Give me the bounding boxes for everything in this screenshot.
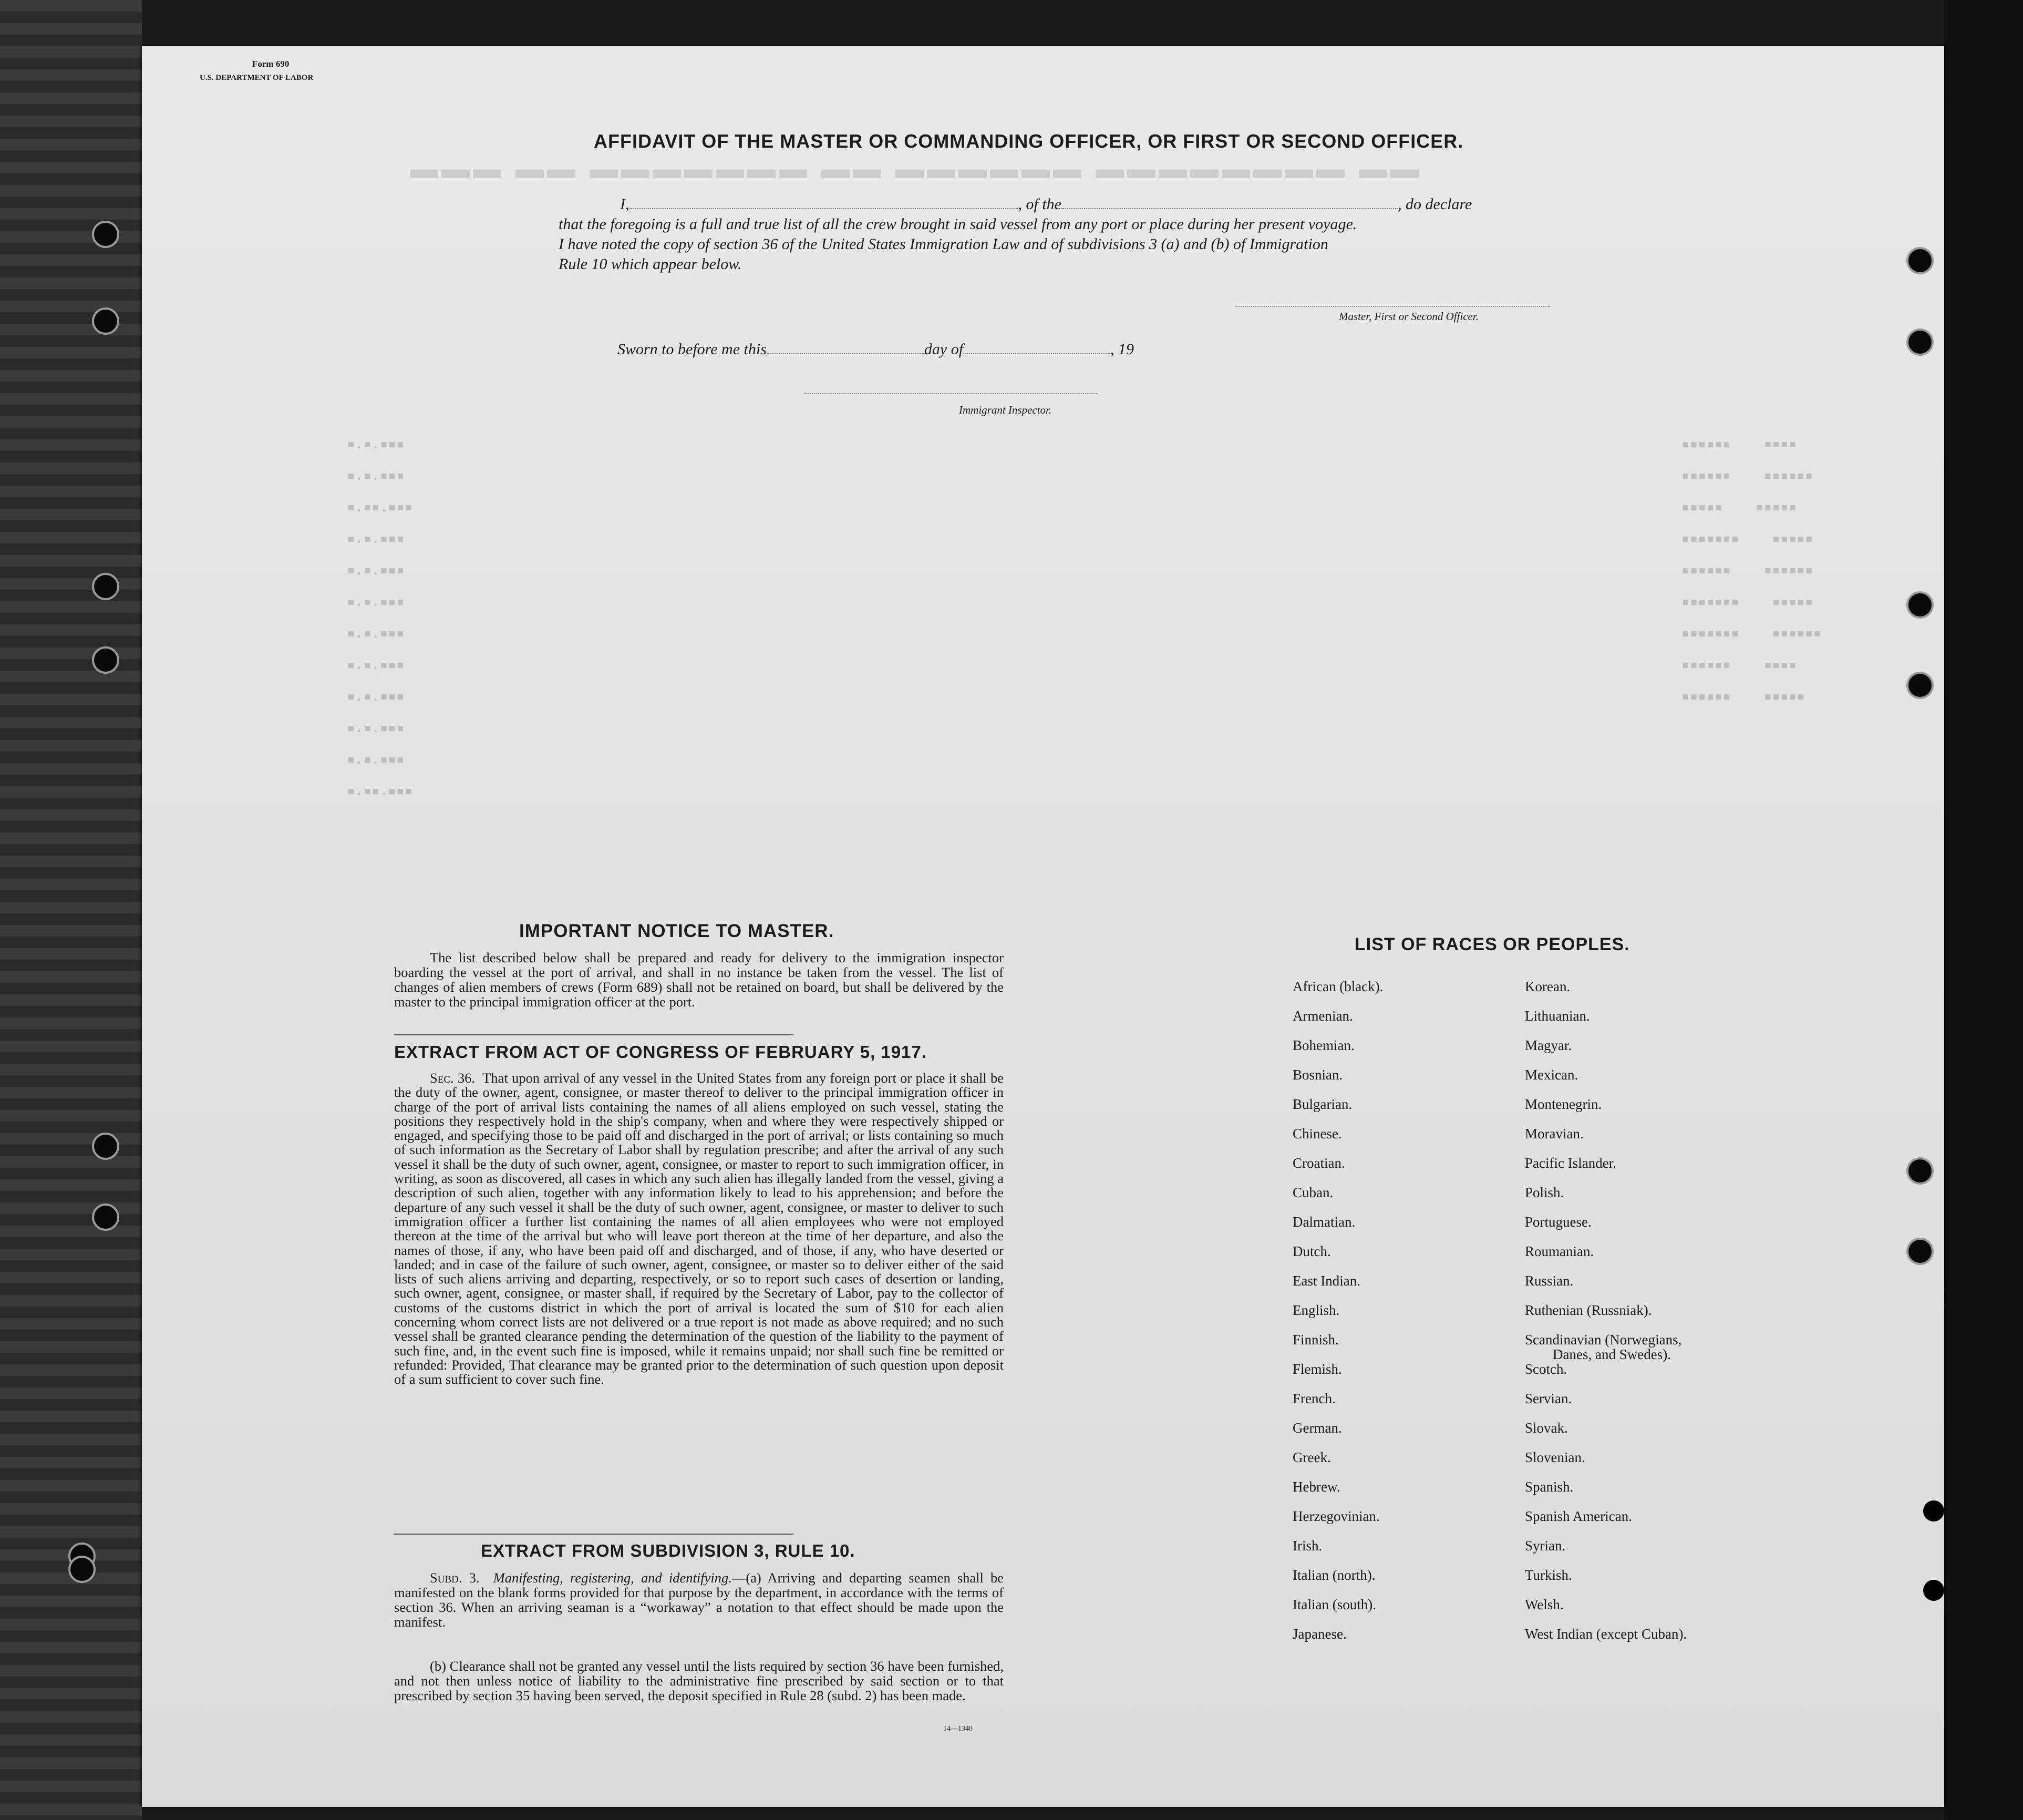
race-item: French. — [1293, 1391, 1336, 1406]
race-item: Servian. — [1525, 1391, 1572, 1406]
binder-hole — [92, 221, 119, 248]
race-item: Irish. — [1293, 1538, 1323, 1554]
race-item: Dutch. — [1293, 1243, 1331, 1259]
race-item: Croatian. — [1293, 1155, 1345, 1171]
race-item: Finnish. — [1293, 1332, 1339, 1348]
sworn-month-blank[interactable] — [963, 353, 1110, 354]
document-sheet — [142, 46, 1944, 1807]
footer-print-code: 14—1340 — [943, 1725, 973, 1733]
race-item: Montenegrin. — [1525, 1096, 1602, 1112]
race-item: Japanese. — [1293, 1626, 1347, 1642]
race-item: Cuban. — [1293, 1185, 1334, 1200]
signature-line[interactable] — [1235, 306, 1550, 307]
binder-hole — [1906, 672, 1934, 699]
affidavit-line-4: Rule 10 which appear below. — [559, 255, 742, 273]
notice-title: IMPORTANT NOTICE TO MASTER. — [519, 921, 834, 941]
binder-hole — [1906, 591, 1934, 619]
inspector-caption: Immigrant Inspector. — [959, 404, 1052, 416]
act-extract-title: EXTRACT FROM ACT OF CONGRESS OF FEBRUARY 5, 1917. — [394, 1042, 927, 1062]
race-item: Dalmatian. — [1293, 1214, 1356, 1230]
affidavit-line-2: that the foregoing is a full and true list of all the crew brought in said vessel from any port or place during her present voyage. — [559, 215, 1357, 233]
race-item: Scotch. — [1525, 1361, 1567, 1377]
act-section-36: Sec. 36. That upon arrival of any vessel in the United States from any foreign port or place it shall be the duty of the owner, agent, consignee, or master thereof to deliver to the principal immigration officer in charge of the port of arrival lists containing the names of all aliens employed on such vessel, stating the positions they respectively hold in the ship's company, when and where they were respectively shipped or engaged, and specifying those to be paid off and discharged in the port of arrival; or lists containing so much of such information as the Secretary of Labor shall by regulation prescribe; and after the arrival of any such vessel it shall be the duty of such owner, agent, consignee, or master to report to such immigration officer, in writing, as soon as discovered, all cases in which any such alien has illegally landed from the vessel, giving a description of such alien, together with any information likely to lead to his apprehension; and before the departure of any such vessel it shall be the duty of such owner, agent, consignee, or master to deliver to such immigration officer a further list containing the names of all alien employees who were not employed thereon at the time of the arrival but who will leave port thereon at the time of her departure, and also the names of those, if any, who have been paid off and discharged, and of those, if any, who have deserted or landed; and in case of the failure of such owner, agent, consignee, or master so to deliver either of the said lists of such aliens arriving and departing, respectively, or so to report such cases of desertion or landing, such owner, agent, consignee, or master shall, if required by the Secretary of Labor, pay to the collector of customs of the customs district in which the port of arrival is located the sum of $10 for each alien concerning whom correct lists are not delivered or a true report is not made as above required; and no such vessel shall be granted clearance pending the determination of the question of the liability to the payment of such fine, and, in the event such fine is imposed, while it remains unpaid; nor shall such fine be remitted or refunded: Provided, That clearance may be granted prior to the determination of such question upon deposit of a sum sufficient to cover such fine. — [394, 1070, 1004, 1387]
rule-subdivision-a: Subd. 3. Manifesting, registering, and identifying.—(a) Arriving and departing seamen shall be manifested on the blank forms provided for that purpose by the department, in accordance with the terms of section 36. When an arriving seaman is a “workaway” a notation to that effect should be made upon the manifest. — [394, 1570, 1004, 1630]
race-item: Bulgarian. — [1293, 1096, 1353, 1112]
race-item: Korean. — [1525, 979, 1571, 994]
race-item: Bohemian. — [1293, 1037, 1355, 1053]
rule-subdivision-b: (b) Clearance shall not be granted any vessel until the lists required by section 36 have been furnished, and not then unless notice of liability to the administrative fine prescribed by said section or to that prescribed by section 35 having been served, the deposit specified in Rule 28 (subd. 2) has been made. — [394, 1658, 1004, 1703]
race-item: Slovak. — [1525, 1420, 1568, 1436]
race-item: Herzegovinian. — [1293, 1508, 1380, 1524]
race-item: Danes, and Swedes). — [1553, 1346, 1671, 1362]
notice-body: The list described below shall be prepared and ready for delivery to the immigration inspector boarding the vessel at the port of arrival, and shall in no instance be taken from the vessel. The list of changes of alien members of crews (Form 689) shall not be retained on board, but shall be delivered by the master to the principal immigration officer at the port. — [394, 950, 1004, 1010]
sworn-day-blank[interactable] — [767, 353, 924, 354]
race-item: Slovenian. — [1525, 1449, 1585, 1465]
race-item: Ruthenian (Russniak). — [1525, 1302, 1652, 1318]
race-item: Turkish. — [1525, 1567, 1572, 1583]
race-item: Chinese. — [1293, 1126, 1342, 1142]
race-item: Armenian. — [1293, 1008, 1353, 1024]
race-item: Magyar. — [1525, 1037, 1572, 1053]
form-number: Form 690 — [252, 59, 290, 69]
race-item: Spanish American. — [1525, 1508, 1632, 1524]
race-item: Flemish. — [1293, 1361, 1342, 1377]
race-item: Welsh. — [1525, 1597, 1564, 1612]
race-item: Spanish. — [1525, 1479, 1574, 1495]
rule-extract-title: EXTRACT FROM SUBDIVISION 3, RULE 10. — [481, 1541, 855, 1560]
bleed-through-names: ▪▪▪▪▪▪ ▪▪▪▪ ▪▪▪▪▪▪ ▪▪▪▪▪▪ ▪▪▪▪▪ ▪▪▪▪▪ ▪▪▪▪▪▪▪ ▪▪▪▪▪ ▪▪▪▪▪▪ ▪▪▪▪▪▪ ▪▪▪▪▪▪▪ ▪▪▪▪▪ ▪▪▪▪▪▪▪ ▪▪▪▪▪▪ ▪▪▪▪▪▪ ▪▪▪▪ ▪▪▪▪▪▪ ▪▪▪▪▪ — [1681, 436, 1822, 704]
race-item: East Indian. — [1293, 1273, 1360, 1289]
binder-hole — [92, 307, 119, 335]
vessel-name-blank[interactable] — [1061, 208, 1398, 209]
affidavit-declaration-line: I, , of the , do declare — [620, 196, 1472, 213]
signature-caption: Master, First or Second Officer. — [1339, 310, 1479, 323]
binder-hole — [1906, 1238, 1934, 1265]
binder-hole — [92, 1133, 119, 1160]
bleed-through-column: ▪.▪.▪▪▪ ▪.▪.▪▪▪ ▪.▪▪.▪▪▪ ▪.▪.▪▪▪ ▪.▪.▪▪▪ ▪.▪.▪▪▪ ▪.▪.▪▪▪ ▪.▪.▪▪▪ ▪.▪.▪▪▪ ▪.▪.▪▪▪ ▪.▪.▪▪▪ ▪.▪▪.▪▪▪ — [347, 436, 413, 799]
race-item: Hebrew. — [1293, 1479, 1340, 1495]
race-item: Italian (north). — [1293, 1567, 1376, 1583]
affidavit-title: AFFIDAVIT OF THE MASTER OR COMMANDING OFFICER, OR FIRST OR SECOND OFFICER. — [594, 130, 1464, 152]
race-item: Polish. — [1525, 1185, 1564, 1200]
sworn-line: Sworn to before me this day of , 19 — [617, 341, 1134, 358]
section-label: Sec. 36. — [430, 1070, 476, 1086]
race-item: Bosnian. — [1293, 1067, 1343, 1083]
binder-hole — [1923, 1500, 1944, 1521]
divider — [394, 1534, 793, 1535]
binder-hole — [92, 1204, 119, 1231]
master-name-blank[interactable] — [629, 208, 1018, 209]
race-item: Pacific Islander. — [1525, 1155, 1616, 1171]
inspector-signature-line[interactable] — [804, 393, 1098, 394]
binder-hole — [1923, 1580, 1944, 1601]
race-item: West Indian (except Cuban). — [1525, 1626, 1687, 1642]
race-item: African (black). — [1293, 979, 1384, 994]
binder-hole — [1906, 247, 1934, 274]
race-item: Lithuanian. — [1525, 1008, 1590, 1024]
race-item: Italian (south). — [1293, 1597, 1376, 1612]
race-item: Scandinavian (Norwegians, — [1525, 1332, 1682, 1348]
binder-hole — [92, 646, 119, 674]
divider — [394, 1034, 793, 1035]
race-item: Russian. — [1525, 1273, 1574, 1289]
binder-hole — [92, 573, 119, 600]
affidavit-line-3: I have noted the copy of section 36 of the United States Immigration Law and of subdivisions 3 (a) and (b) of Immigration — [559, 235, 1328, 253]
bleed-through-heading: ▬▬▬ ▬▬ ▬▬▬▬▬▬▬ ▬▬ ▬▬▬▬▬▬ ▬▬▬▬▬▬▬▬ ▬▬ — [410, 153, 1422, 184]
race-item: Roumanian. — [1525, 1243, 1594, 1259]
race-item: German. — [1293, 1420, 1342, 1436]
department-name: U.S. DEPARTMENT OF LABOR — [200, 74, 314, 82]
binder-hole — [1906, 328, 1934, 356]
race-item: Greek. — [1293, 1449, 1331, 1465]
race-item: Portuguese. — [1525, 1214, 1592, 1230]
binder-hole — [68, 1556, 96, 1583]
race-item: English. — [1293, 1302, 1340, 1318]
binder-hole — [1906, 1157, 1934, 1185]
right-margin-dark — [1944, 0, 2023, 1820]
races-title: LIST OF RACES OR PEOPLES. — [1355, 934, 1630, 954]
race-item: Mexican. — [1525, 1067, 1578, 1083]
race-item: Moravian. — [1525, 1126, 1584, 1142]
race-item: Syrian. — [1525, 1538, 1566, 1554]
